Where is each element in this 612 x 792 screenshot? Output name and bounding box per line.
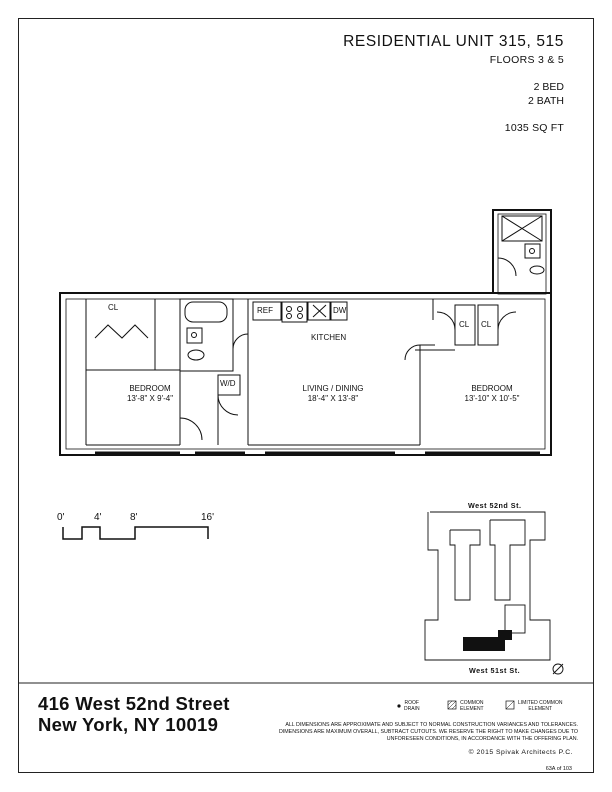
scale-tick-label: 0' xyxy=(57,512,65,523)
bedroom-right-dimensions: 13'-10" X 10'-5" xyxy=(464,394,520,403)
disclaimer-text: ALL DIMENSIONS ARE APPROXIMATE AND SUBJECT TO NORMAL CONSTRUCTION VARIANCES AND TOLERANCES. DIMENSIONS ARE MAXIMUM OVERALL, SUBTRACT CUTOUTS. WE RESERVE THE RIGHT TO MAKE CHANGES DUE TO UNFORESEEN CONDITIONS, IN ACCORDANCE WITH THE OFFERING PLAN. xyxy=(278,722,578,742)
scale-bar xyxy=(63,527,208,539)
kitchen-label: KITCHEN xyxy=(311,333,347,342)
closet-left-label: CL xyxy=(108,303,119,312)
bedroom-left-label: BEDROOM xyxy=(129,384,171,393)
dishwasher-label: DW xyxy=(333,306,347,315)
scale-tick-label: 4' xyxy=(94,512,102,523)
north-street-label: West 52nd St. xyxy=(468,501,522,510)
address-line-1: 416 West 52nd Street xyxy=(38,693,230,714)
living-dining-dimensions: 18'-4" X 13'-8" xyxy=(307,394,359,403)
bedrooms-count: 2 BED xyxy=(533,81,564,93)
scale-tick-label: 16' xyxy=(201,512,215,523)
scale-tick-label: 8' xyxy=(130,512,138,523)
closet-mid-label: CL xyxy=(481,320,492,329)
south-street-label: West 51st St. xyxy=(469,666,521,675)
refrigerator-label: REF xyxy=(257,306,273,315)
page-number: 63A of 103 xyxy=(545,766,572,772)
legend-limited-common-element: LIMITED COMMON ELEMENT xyxy=(518,700,563,712)
bedroom-left-dimensions: 13'-8" X 9'-4" xyxy=(126,394,174,403)
living-dining-label: LIVING / DINING xyxy=(302,384,364,393)
address-line-2: New York, NY 10019 xyxy=(38,714,219,735)
closet-mid-label: CL xyxy=(459,320,470,329)
washer-dryer-label: W/D xyxy=(220,379,236,388)
legend-roof-drain: ROOF DRAIN xyxy=(404,700,420,712)
square-footage: 1035 SQ FT xyxy=(504,122,564,134)
bedroom-right-label: BEDROOM xyxy=(471,384,513,393)
unit-title: RESIDENTIAL UNIT 315, 515 xyxy=(343,33,564,50)
copyright-text: © 2015 Spivak Architects P.C. xyxy=(468,749,573,756)
floors-label: FLOORS 3 & 5 xyxy=(489,54,564,66)
bathrooms-count: 2 BATH xyxy=(528,95,564,107)
legend-common-element: COMMON ELEMENT xyxy=(460,700,484,712)
